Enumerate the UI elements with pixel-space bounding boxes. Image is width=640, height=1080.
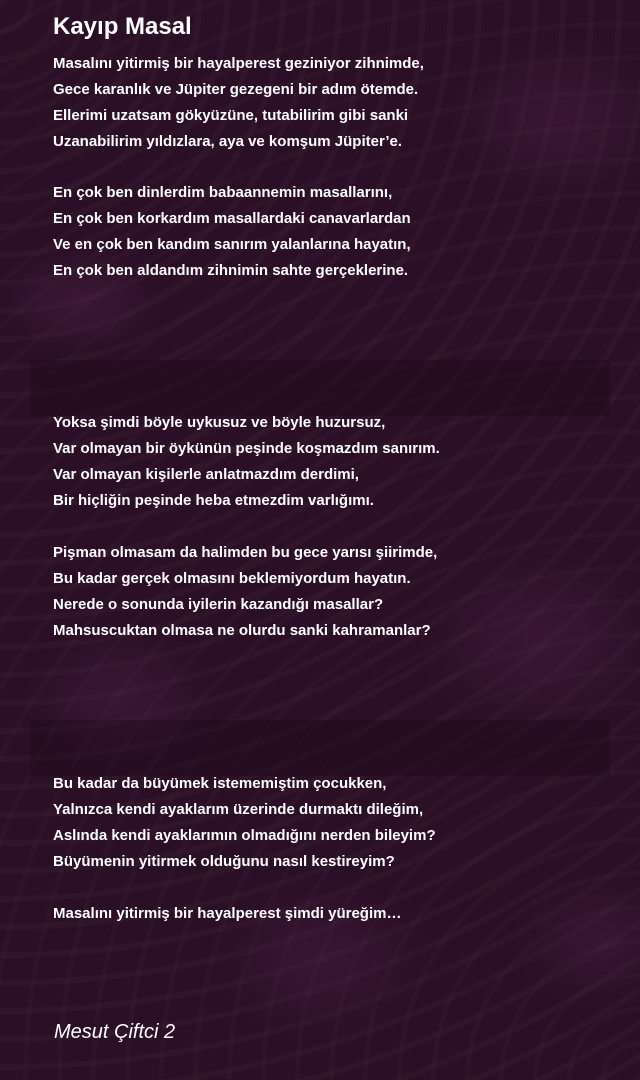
- stanza-3: [53, 410, 613, 514]
- poem-line: Bu kadar da büyümek istememiştim çocukken,: [53, 775, 387, 792]
- poem-line: Nerede o sonunda iyilerin kazandığı masallar?: [53, 596, 384, 613]
- background-band: [30, 720, 610, 776]
- poem-title: Kayıp Masal: [53, 13, 192, 40]
- poem-line: Aslında kendi ayaklarımın olmadığını nerden bileyim?: [53, 827, 436, 844]
- poem-line: En çok ben aldandım zihnimin sahte gerçeklerine.: [53, 262, 409, 279]
- stanza-4: [53, 540, 613, 644]
- poem-line: En çok ben korkardım masallardaki canavarlardan: [53, 210, 411, 227]
- poem-line: Masalını yitirmiş bir hayalperest geziniyor zihnimde,: [53, 55, 424, 72]
- poem-line: Ve en çok ben kandım sanırım yalanlarına hayatın,: [53, 236, 411, 253]
- poem-line: Var olmayan kişilerle anlatmazdım derdimi,: [53, 466, 359, 483]
- poem-line: Yoksa şimdi böyle uykusuz ve böyle huzursuz,: [53, 414, 386, 431]
- stanza-1: [53, 51, 613, 155]
- stanza-6: [53, 901, 613, 927]
- background-band: [30, 360, 610, 416]
- poem-line: Masalını yitirmiş bir hayalperest şimdi yüreğim…: [53, 905, 402, 922]
- poem-line: Gece karanlık ve Jüpiter gezegeni bir adım ötemde.: [53, 81, 419, 98]
- poem-line: Pişman olmasam da halimden bu gece yarısı şiirimde,: [53, 544, 438, 561]
- stanza-2: [53, 180, 613, 284]
- poem-line: En çok ben dinlerdim babaannemin masallarını,: [53, 184, 393, 201]
- poem-line: Yalnızca kendi ayaklarım üzerinde durmaktı dileğim,: [53, 801, 424, 818]
- poem-line: Var olmayan bir öykünün peşinde koşmazdım sanırım.: [53, 440, 440, 457]
- poem-line: Bir hiçliğin peşinde heba etmezdim varlığımı.: [53, 492, 374, 509]
- poem-line: Mahsuscuktan olmasa ne olurdu sanki kahramanlar?: [53, 622, 431, 639]
- stanza-5: [53, 771, 613, 875]
- poem-line: Büyümenin yitirmek olduğunu nasıl kestireyim?: [53, 853, 395, 870]
- poem-line: Ellerimi uzatsam gökyüzüne, tutabilirim gibi sanki: [53, 107, 409, 124]
- poem-line: Bu kadar gerçek olmasını beklemiyordum hayatın.: [53, 570, 411, 587]
- author-name: Mesut Çiftci 2: [54, 1021, 176, 1043]
- poem-line: Uzanabilirim yıldızlara, aya ve komşum Jüpiter’e.: [53, 133, 403, 150]
